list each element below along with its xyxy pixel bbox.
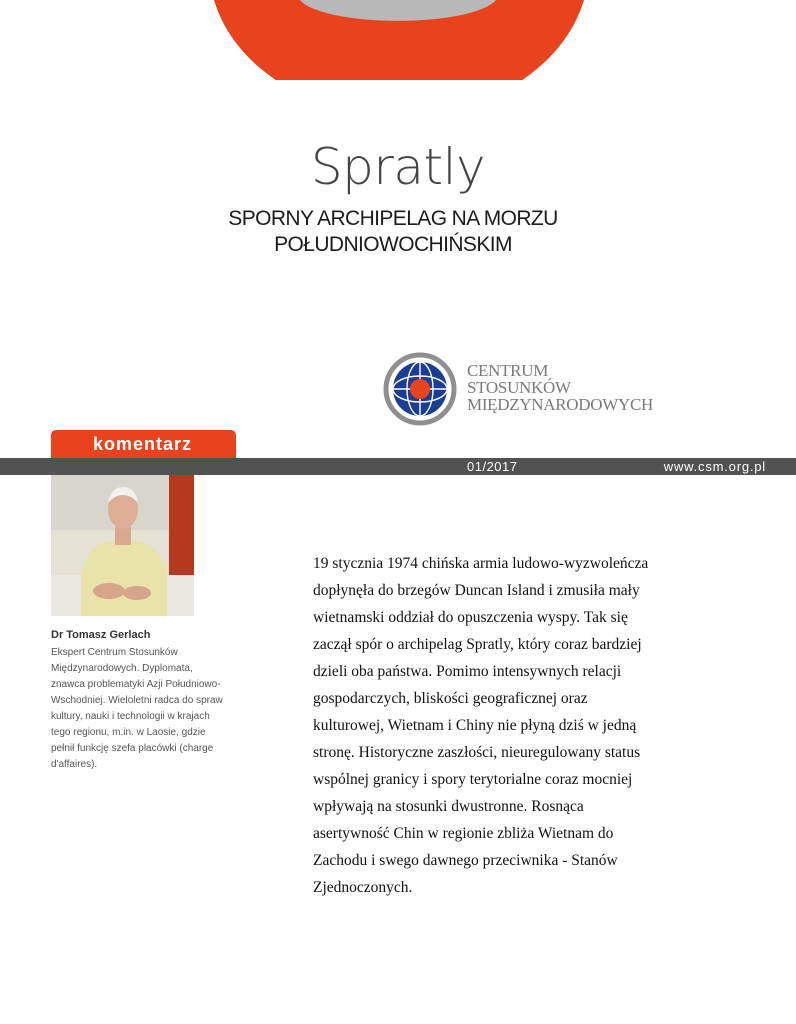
page-title: Spratly (310, 138, 486, 196)
logo-text (467, 362, 653, 413)
author-name: Dr Tomasz Gerlach (51, 629, 151, 641)
author-bio: Ekspert Centrum Stosunków Międzynarodowych. Dyplomata, znawca problematyki Azji Południowo-Wschodniej. Wieloletni radca do spraw kultury, nauki i technologii w krajach tego regionu, m.in. w Laosie, gdzie pełnił funkcję szefa placówki (charge d'affaires). (51, 647, 223, 770)
globe-icon (383, 352, 459, 428)
top-arc-decoration (0, 0, 796, 80)
website-link[interactable]: www.csm.org.pl (663, 459, 766, 474)
logo-line-3: MIĘDZYNARODOWYCH (467, 395, 653, 414)
issue-number: 01/2017 (467, 459, 518, 474)
subtitle-line-2: POŁUDNIOWOCHIŃSKIM (274, 233, 512, 256)
page-subtitle (0, 206, 786, 258)
logo-line-2: STOSUNKÓW (467, 378, 571, 397)
logo-line-1: CENTRUM (467, 361, 549, 380)
author-photo (51, 475, 194, 616)
article-lead: 19 stycznia 1974 chińska armia ludowo-wyzwoleńcza dopłynęła do brzegów Duncan Island i zmusiła mały wietnamski oddział do opuszczenia wyspy. Tak się zaczął spór o archipelag Spratly, który coraz bardziej dzieli oba państwa. Pomimo intensywnych relacji gospodarczych, bliskości geograficznej oraz kulturowej, Wietnam i Chiny nie płyną dziś w jedną stronę. Historyczne zaszłości, nieuregulowany status wspólnej granicy i spory terytorialne coraz mocniej wpływają na stosunki dwustronne. Rosnąca asertywność Chin w regionie zbliża Wietnam do Zachodu i swego dawnego przeciwnika - Stanów Zjednoczonych. (313, 555, 649, 896)
info-bar (0, 458, 796, 475)
csm-logo (383, 352, 653, 428)
subtitle-line-1: SPORNY ARCHIPELAG NA MORZU (228, 207, 558, 230)
section-tag: komentarz (51, 430, 236, 458)
